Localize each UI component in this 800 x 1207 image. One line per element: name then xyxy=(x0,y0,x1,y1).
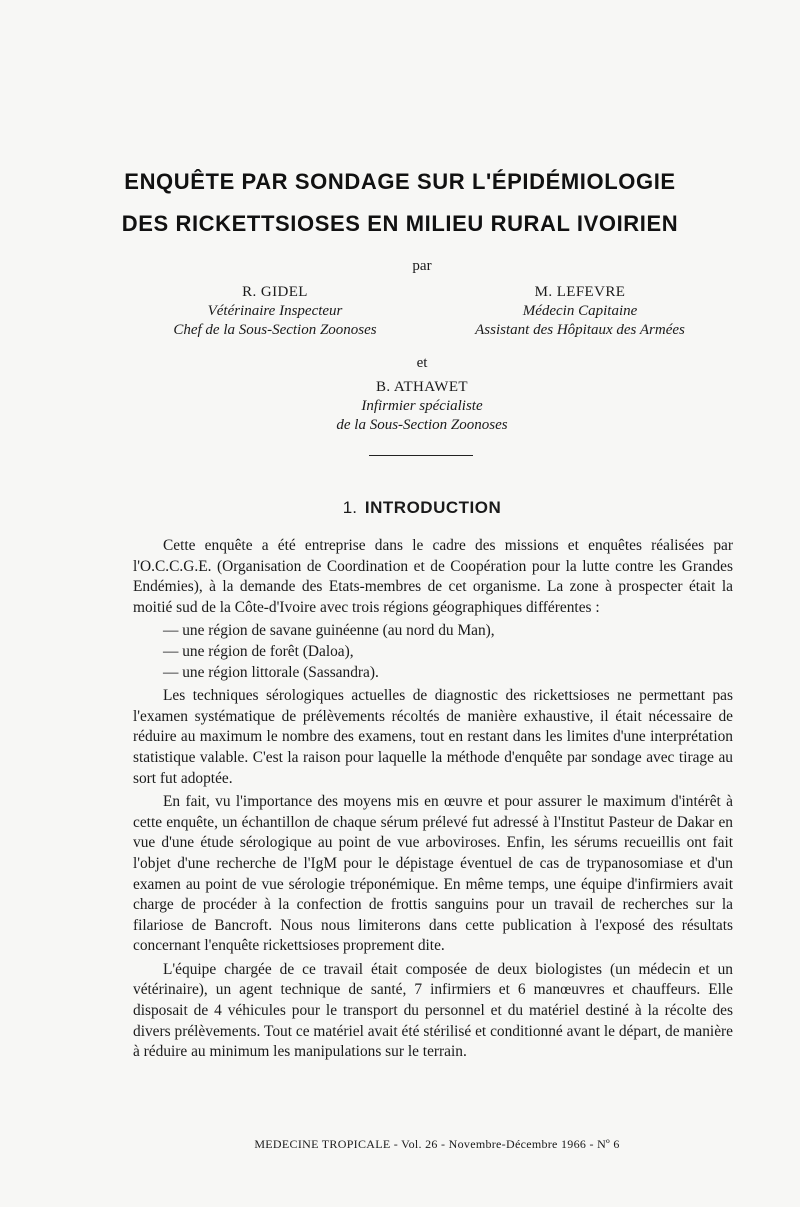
title-line-2: DES RICKETTSIOSES EN MILIEU RURAL IVOIRIEN xyxy=(121,211,679,236)
author-lefevre xyxy=(430,283,730,340)
section-heading xyxy=(0,498,800,518)
author-athawet xyxy=(300,378,544,435)
article-body xyxy=(133,536,733,1066)
author-role: Assistant des Hôpitaux des Armées xyxy=(475,322,685,338)
author-gidel xyxy=(145,283,405,340)
byline-et: et xyxy=(416,355,428,371)
list-item: — une région littorale (Sassandra). xyxy=(163,663,379,681)
author-role: Chef de la Sous-Section Zoonoses xyxy=(173,322,377,338)
author-role: Médecin Capitaine xyxy=(522,303,638,319)
body-paragraph: En fait, vu l'importance des moyens mis en œuvre et pour assurer le maximum d'intérêt à cette enquête, un échantillon de chaque sérum prélevé fut adressé à l'Institut Pasteur de Dakar en vue d'une étude sérologique au point de vue arboviroses. Enfin, les sérums recueillis ont fait l'objet d'une recherche de l'IgM pour le dépistage éventuel de cas de trypanosomiase et d'un examen au point de vue sérologie tréponémique. En même temps, une équipe d'infirmiers avait charge de procéder à la confection de frottis sanguins pour un travail de recherches sur la filariose de Bancroft. Nous nous limiterons dans cette publication à l'exposé des résultats concernant l'enquête rickettsioses proprement dite. xyxy=(133,793,733,955)
list-item: — une région de savane guinéenne (au nord du Man), xyxy=(163,622,495,640)
body-paragraph: Les techniques sérologiques actuelles de diagnostic des rickettsioses ne permettant pas l'examen systématique de prélèvements récoltés de manière exhaustive, il était nécessaire de réduire au maximum le nombre des examens, tout en restant dans les limites d'une interprétation statistique valable. C'est la raison pour laquelle la méthode d'enquête par sondage avec tirage au sort fut adoptée. xyxy=(133,687,733,787)
author-role: Vétérinaire Inspecteur xyxy=(207,303,343,319)
separator-rule xyxy=(369,455,473,456)
author-role: de la Sous-Section Zoonoses xyxy=(336,417,508,433)
body-paragraph: Cette enquête a été entreprise dans le cadre des missions et enquêtes réalisées par l'O.C.C.G.E. (Organisation de Coordination et de Coopération pour la lutte contre les Grandes Endémies), à la demande des Etats-membres de cet organisme. La zone à prospecter était la moitié sud de la Côte-d'Ivoire avec trois régions géographiques différentes : xyxy=(133,537,733,616)
section-number: 1. xyxy=(342,498,357,517)
section-title: INTRODUCTION xyxy=(364,498,502,517)
author-role: Infirmier spécialiste xyxy=(361,398,483,414)
list-item: — une région de forêt (Daloa), xyxy=(163,642,354,660)
author-name: M. LEFEVRE xyxy=(534,284,626,300)
author-name: B. ATHAWET xyxy=(376,379,468,395)
byline-par: par xyxy=(412,258,432,274)
title-line-1: ENQUÊTE PAR SONDAGE SUR L'ÉPIDÉMIOLOGIE xyxy=(124,169,676,194)
author-name: R. GIDEL xyxy=(242,284,308,300)
region-list xyxy=(133,621,733,683)
body-paragraph: L'équipe chargée de ce travail était composée de deux biologistes (un médecin et un vétérinaire), un agent technique de santé, 7 infirmiers et 6 manœuvres et chauffeurs. Elle disposait de 4 véhicules pour le transport du personnel et du matériel destiné à la récolte des divers prélèvements. Tout ce matériel avait été stérilisé et conditionné avant le départ, de manière à réduire au minimum les manipulations sur le terrain. xyxy=(133,960,733,1061)
journal-footer: MEDECINE TROPICALE - Vol. 26 - Novembre-Décembre 1966 - Nº 6 xyxy=(254,1137,620,1151)
